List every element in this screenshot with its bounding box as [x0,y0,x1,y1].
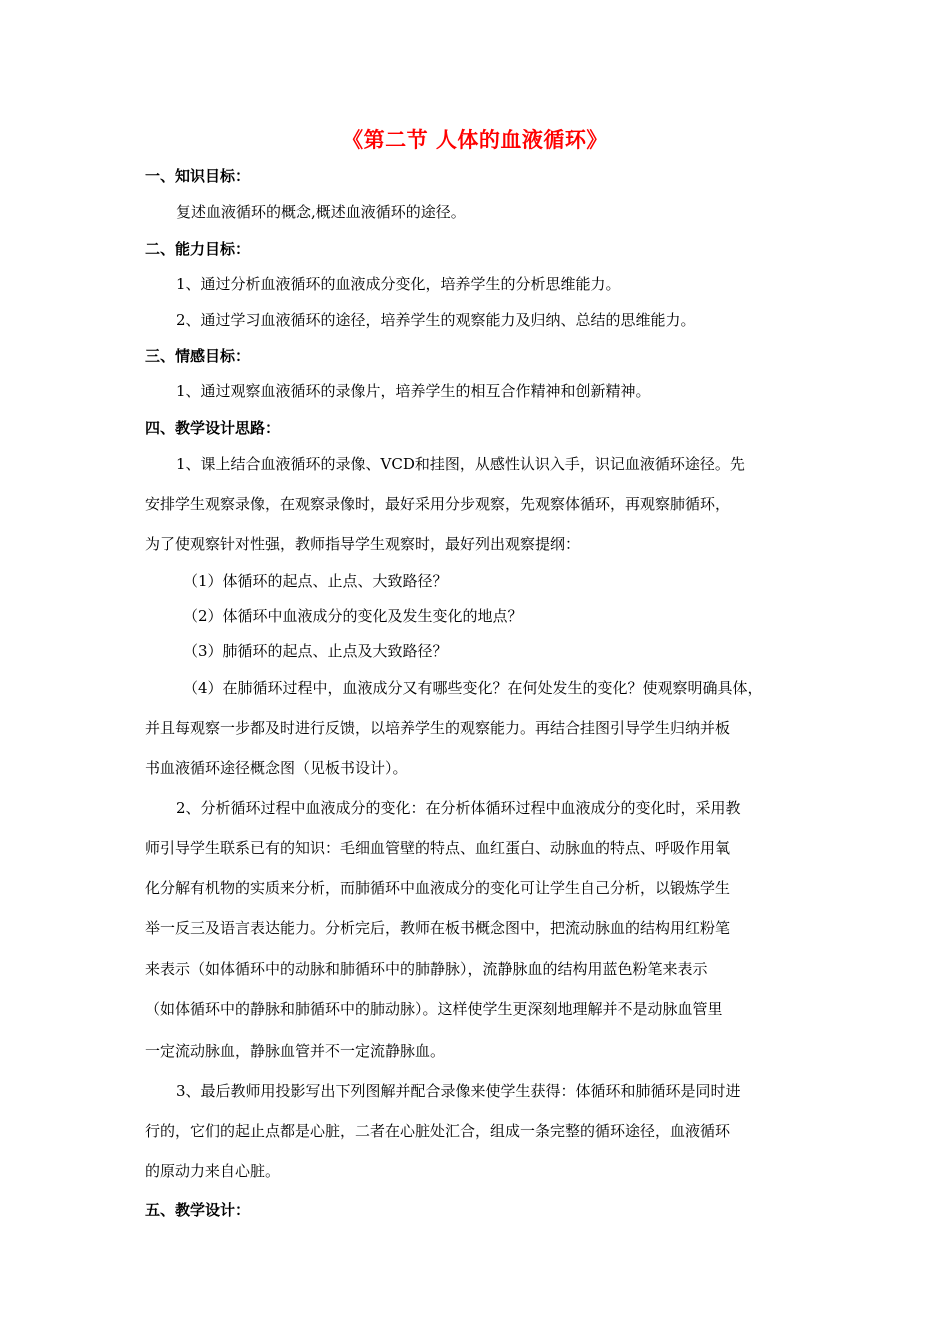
paragraph-line: 来表示（如体循环中的动脉和肺循环中的肺静脉），流静脉血的结构用蓝色粉笔来表示 [145,960,708,978]
paragraph-line: 的原动力来自心脏。 [145,1162,281,1180]
paragraph-line: 并且每观察一步都及时进行反馈，以培养学生的观察能力。再结合挂图引导学生归纳并板 [145,719,731,737]
paragraph-line: （1）体循环的起点、止点、大致路径？ [183,572,448,590]
paragraph-line: 安排学生观察录像，在观察录像时，最好采用分步观察，先观察体循环，再观察肺循环， [145,495,731,513]
paragraph-line: 书血液循环途径概念图（见板书设计）。 [145,759,408,777]
paragraph-line: 1、通过分析血液循环的血液成分变化，培养学生的分析思维能力。 [176,275,621,293]
paragraph-line: 1、课上结合血液循环的录像、VCD和挂图，从感性认识入手，识记血液循环途径。先 [176,455,745,473]
paragraph-line: 行的，它们的起止点都是心脏，二者在心脏处汇合，组成一条完整的循环途径，血液循环 [145,1122,731,1140]
paragraph-line: 复述血液循环的概念,概述血液循环的途径。 [176,203,466,221]
paragraph-line: 2、通过学习血液循环的途径，培养学生的观察能力及归纳、总结的思维能力。 [176,311,696,329]
paragraph-line: （如体循环中的静脉和肺循环中的肺动脉）。这样使学生更深刻地理解并不是动脉血管里 [145,1000,723,1018]
paragraph-line: （4）在肺循环过程中，血液成分又有哪些变化？在何处发生的变化？使观察明确具体， [183,679,763,697]
paragraph-line: （3）肺循环的起点、止点及大致路径？ [183,642,448,660]
paragraph-line: 3、最后教师用投影写出下列图解并配合录像来使学生获得：体循环和肺循环是同时进 [176,1082,741,1100]
paragraph-line: 2、分析循环过程中血液成分的变化：在分析体循环过程中血液成分的变化时，采用教 [176,799,741,817]
paragraph-line: 举一反三及语言表达能力。分析完后，教师在板书概念图中，把流动脉血的结构用红粉笔 [145,919,731,937]
section-heading-ability: 二、能力目标： [145,240,251,258]
page-title: 《第二节 人体的血液循环》 [342,127,608,152]
paragraph-line: （2）体循环中血液成分的变化及发生变化的地点？ [183,607,523,625]
paragraph-line: 师引导学生联系已有的知识：毛细血管壁的特点、血红蛋白、动脉血的特点、呼吸作用氧 [145,839,731,857]
section-heading-teaching-design: 五、教学设计： [145,1201,251,1219]
section-heading-design-idea: 四、教学设计思路： [145,419,281,437]
section-heading-knowledge: 一、知识目标： [145,167,251,185]
paragraph-line: 为了使观察针对性强，教师指导学生观察时，最好列出观察提纲： [145,535,581,553]
paragraph-line: 一定流动脉血，静脉血管并不一定流静脉血。 [145,1042,446,1060]
paragraph-line: 化分解有机物的实质来分析，而肺循环中血液成分的变化可让学生自己分析，以锻炼学生 [145,879,731,897]
paragraph-line: 1、通过观察血液循环的录像片，培养学生的相互合作精神和创新精神。 [176,382,651,400]
section-heading-emotion: 三、情感目标： [145,347,251,365]
